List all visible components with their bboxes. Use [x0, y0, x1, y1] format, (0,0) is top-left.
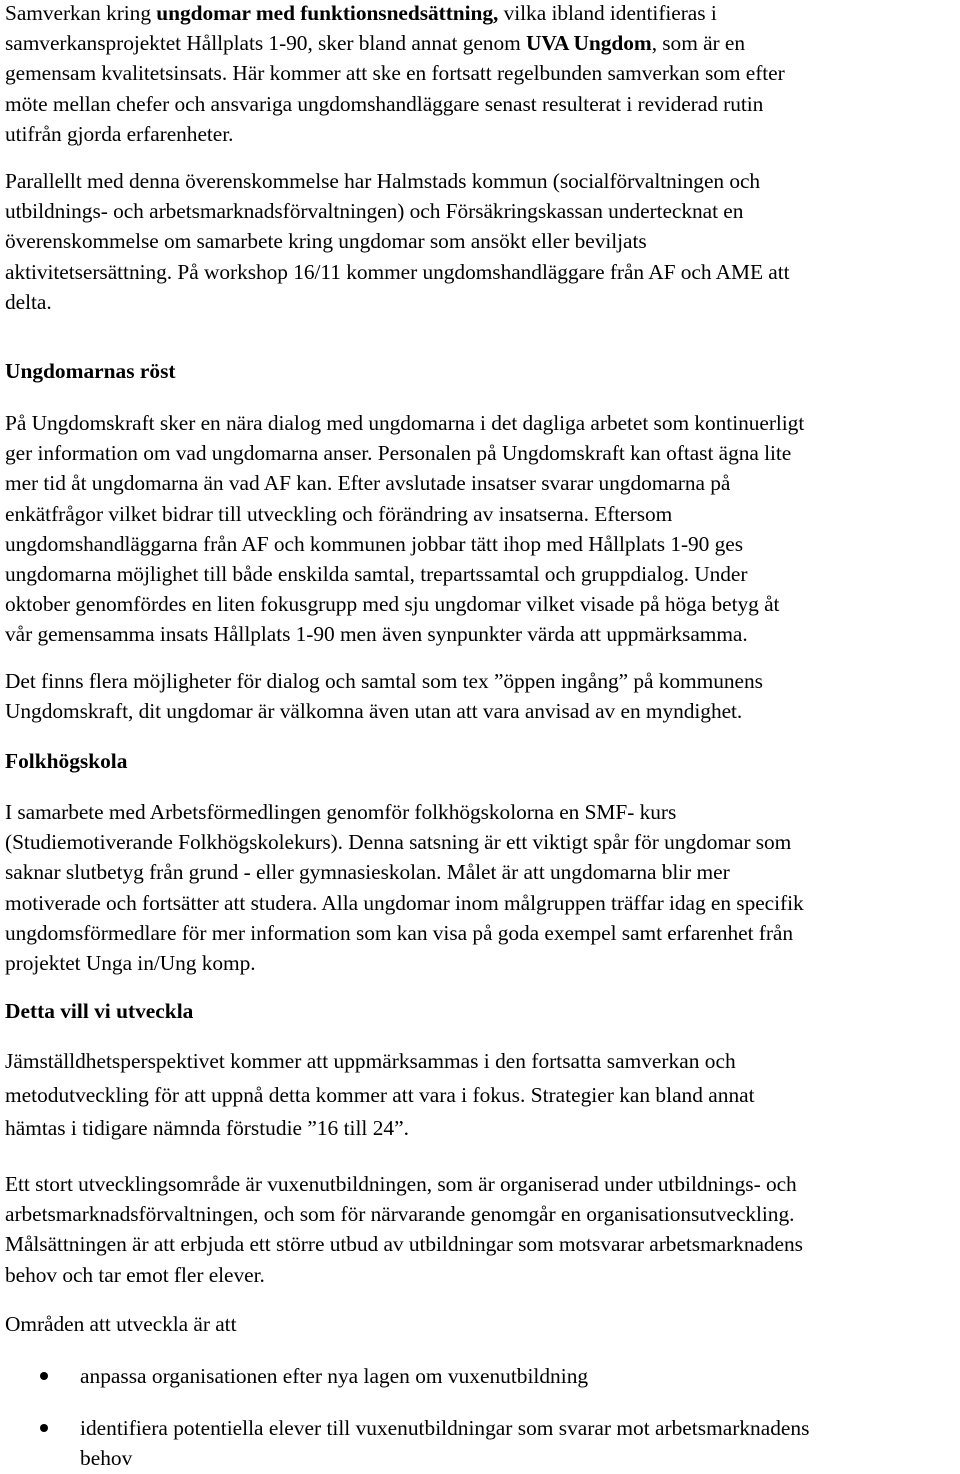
paragraph-line: I samarbete med Arbetsförmedlingen genomför folkhögskolorna en SMF- kurs: [5, 800, 677, 824]
bold-text-run: ungdomar med funktionsnedsättning,: [156, 1, 499, 25]
paragraph-line: Ungdomskraft, dit ungdomar är välkomna även utan att vara anvisad av en myndighet.: [5, 699, 743, 724]
bold-text-run: UVA Ungdom: [525, 31, 652, 56]
list-item: [0, 1413, 960, 1473]
bullet-list-omraden: [0, 1361, 960, 1474]
paragraph-line: ungdomshandläggarna från AF och kommunen jobbar tätt ihop med Hållplats 1-90 ges: [5, 531, 743, 556]
paragraph-line: Det finns flera möjligheter för dialog och samtal som tex ”öppen ingång” på kommunens: [5, 669, 763, 693]
section-heading-detta-vill-vi-utveckla: Detta vill vi utveckla: [5, 999, 194, 1023]
paragraph-line: oktober genomfördes en liten fokusgrupp med sju ungdomar vilket visade på höga betyg åt: [5, 592, 780, 617]
paragraph-line: utifrån gjorda erfarenheter.: [5, 121, 234, 146]
text-run: , som är en: [651, 31, 745, 56]
paragraph-line: delta.: [5, 289, 52, 314]
paragraph-line: enkätfrågor vilket bidrar till utveckling och förändring av insatserna. Eftersom: [5, 501, 673, 526]
paragraph-line: projektet Unga in/Ung komp.: [5, 951, 256, 976]
text-run: Samverkan kring: [5, 1, 157, 25]
paragraph-line: gemensam kvalitetsinsats. Här kommer att ske en fortsatt regelbunden samverkan som efter: [5, 61, 785, 86]
paragraph-line: möte mellan chefer och ansvariga ungdomshandläggare senast resulterat i reviderad rutin: [5, 91, 764, 116]
paragraph-line: Ett stort utvecklingsområde är vuxenutbildningen, som är organiserad under utbildnings- och: [5, 1172, 797, 1196]
paragraph-line: motiverade och fortsätter att studera. Alla ungdomar inom målgruppen träffar idag en specifik: [5, 890, 804, 915]
section-heading-folkhogskola: Folkhögskola: [5, 749, 128, 773]
paragraph-line: saknar slutbetyg från grund - eller gymnasieskolan. Målet är att ungdomarna blir mer: [5, 860, 730, 885]
paragraph-line: [5, 28, 960, 58]
paragraph-line: utbildnings- och arbetsmarknadsförvaltningen) och Försäkringskassan undertecknat en: [5, 199, 744, 224]
paragraph-line: Jämställdhetsperspektivet kommer att uppmärksammas i den fortsatta samverkan och: [5, 1049, 736, 1073]
paragraph-line: Parallellt med denna överenskommelse har Halmstads kommun (socialförvaltningen och: [5, 169, 761, 193]
paragraph-omraden: Områden att utveckla är att: [5, 1312, 237, 1336]
bullet-dot-icon: [40, 1424, 48, 1432]
paragraph-line: ungdomarna möjlighet till både enskilda samtal, trepartssamtal och gruppdialog. Under: [5, 562, 748, 587]
paragraph-dialog: [5, 666, 960, 726]
paragraph-line: ger information om vad ungdomarna anser. Personalen på Ungdomskraft kan oftast ägna lite: [5, 441, 792, 466]
paragraph-samverkan: [5, 0, 960, 149]
paragraph-line: metodutveckling för att uppnå detta kommer att vara i fokus. Strategier kan bland annat: [5, 1082, 755, 1107]
paragraph-folkhogskola: [5, 797, 960, 978]
paragraph-line: (Studiemotiverande Folkhögskolekurs). Denna satsning är ett viktigt spår för ungdomar som: [5, 830, 792, 855]
paragraph-line: hämtas i tidigare nämnda förstudie ”16 till 24”.: [5, 1116, 409, 1141]
paragraph-vuxenutbildning: [5, 1169, 960, 1290]
paragraph-line: behov och tar emot fler elever.: [5, 1262, 265, 1287]
paragraph-line: ungdomsförmedlare för mer information som kan visa på goda exempel samt erfarenhet från: [5, 920, 794, 945]
list-item-text: anpassa organisationen efter nya lagen om vuxenutbildning: [80, 1364, 589, 1388]
paragraph-line: mer tid åt ungdomarna än vad AF kan. Efter avslutade insatser svarar ungdomarna på: [5, 471, 731, 496]
list-item-text: behov: [80, 1446, 133, 1471]
paragraph-line: aktivitetsersättning. På workshop 16/11 kommer ungdomshandläggare från AF och AME att: [5, 259, 790, 284]
text-run: vilka ibland identifieras i: [498, 1, 717, 25]
bullet-dot-icon: [40, 1372, 48, 1380]
list-item-text: identifiera potentiella elever till vuxenutbildningar som svarar mot arbetsmarknadens: [80, 1416, 810, 1441]
list-item: [0, 1361, 960, 1391]
paragraph-ungdomskraft: [5, 408, 960, 650]
paragraph-line: överenskommelse om samarbete kring ungdomar som ansökt eller beviljats: [5, 229, 647, 254]
paragraph-line: arbetsmarknadsförvaltningen, och som för närvarande genomgår en organisationsutveckling.: [5, 1202, 795, 1227]
text-run: samverkansprojektet Hållplats 1-90, sker bland annat genom: [5, 31, 526, 56]
paragraph-line: På Ungdomskraft sker en nära dialog med ungdomarna i det dagliga arbetet som kontinuerligt: [5, 411, 805, 435]
section-heading-ungdomarnas-rost: Ungdomarnas röst: [5, 359, 176, 383]
paragraph-line: Målsättningen är att erbjuda ett större utbud av utbildningar som motsvarar arbetsmarknadens: [5, 1232, 803, 1257]
paragraph-jamstalldhet: [5, 1045, 960, 1146]
paragraph-line: vår gemensamma insats Hållplats 1-90 men även synpunkter värda att uppmärksamma.: [5, 622, 748, 647]
paragraph-line: [5, 0, 960, 28]
paragraph-parallellt: [5, 166, 960, 317]
